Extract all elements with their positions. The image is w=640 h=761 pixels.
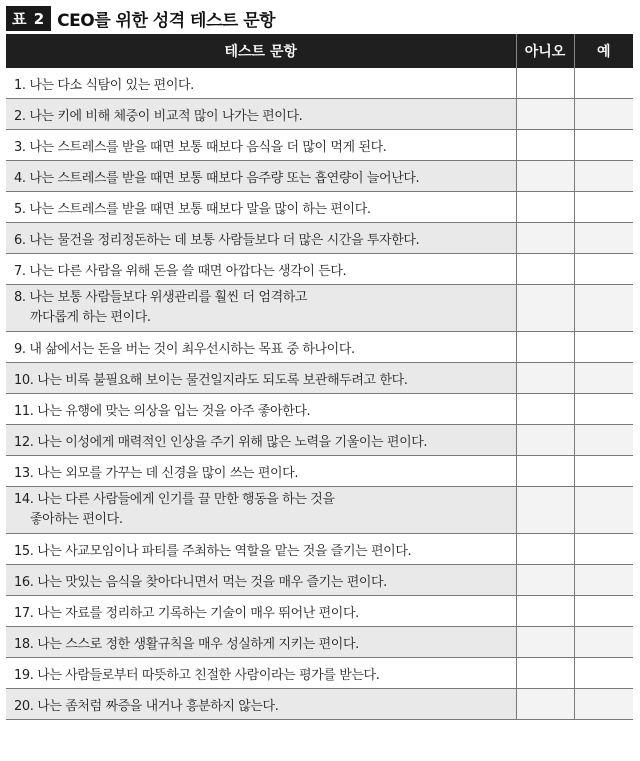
question-text: 11. 나는 유행에 맞는 의상을 입는 것을 아주 좋아한다. <box>14 403 311 419</box>
question-text: 13. 나는 외모를 가꾸는 데 신경을 많이 쓰는 편이다. <box>14 465 299 481</box>
answer-no-checkbox-cell[interactable] <box>516 689 574 720</box>
question-cell <box>6 596 516 627</box>
answer-no-checkbox-cell[interactable] <box>516 161 574 192</box>
question-text: 7. 나는 다른 사람을 위해 돈을 쓸 때면 아깝다는 생각이 든다. <box>14 263 347 279</box>
table-row <box>6 99 633 130</box>
table-row <box>6 596 633 627</box>
question-text: 9. 내 삶에서는 돈을 버는 것이 최우선시하는 목표 중 하나이다. <box>14 341 355 357</box>
table-body <box>6 68 633 720</box>
question-cell <box>6 456 516 487</box>
answer-yes-checkbox-cell[interactable] <box>574 223 633 254</box>
table-row <box>6 68 633 99</box>
question-cell <box>6 192 516 223</box>
personality-test-table <box>6 34 633 720</box>
table-row <box>6 223 633 254</box>
table-row <box>6 689 633 720</box>
question-text: 2. 나는 키에 비해 체중이 비교적 많이 나가는 편이다. <box>14 108 303 124</box>
question-cell <box>6 130 516 161</box>
question-text: 19. 나는 사람들로부터 따뜻하고 친절한 사람이라는 평가를 받는다. <box>14 667 380 683</box>
question-text-continued: 까다롭게 하는 편이다. <box>30 310 151 325</box>
answer-yes-checkbox-cell[interactable] <box>574 534 633 565</box>
question-cell <box>6 534 516 565</box>
table-row <box>6 394 633 425</box>
question-cell <box>6 627 516 658</box>
answer-no-checkbox-cell[interactable] <box>516 456 574 487</box>
answer-yes-checkbox-cell[interactable] <box>574 99 633 130</box>
question-cell <box>6 99 516 130</box>
answer-yes-checkbox-cell[interactable] <box>574 658 633 689</box>
answer-no-checkbox-cell[interactable] <box>516 130 574 161</box>
table-row <box>6 332 633 363</box>
answer-no-checkbox-cell[interactable] <box>516 596 574 627</box>
table-row <box>6 161 633 192</box>
answer-no-checkbox-cell[interactable] <box>516 534 574 565</box>
table-header-row <box>6 34 633 68</box>
answer-no-checkbox-cell[interactable] <box>516 223 574 254</box>
table-row <box>6 363 633 394</box>
table-row <box>6 658 633 689</box>
answer-no-checkbox-cell[interactable] <box>516 68 574 99</box>
question-cell <box>6 363 516 394</box>
question-cell <box>6 394 516 425</box>
question-text: 6. 나는 물건을 정리정돈하는 데 보통 사람들보다 더 많은 시간을 투자한다. <box>14 232 420 248</box>
question-text: 3. 나는 스트레스를 받을 때면 보통 때보다 음식을 더 많이 먹게 된다. <box>14 139 387 155</box>
answer-no-checkbox-cell[interactable] <box>516 254 574 285</box>
question-cell <box>6 658 516 689</box>
table-row <box>6 456 633 487</box>
answer-yes-checkbox-cell[interactable] <box>574 68 633 99</box>
table-row <box>6 254 633 285</box>
question-text: 5. 나는 스트레스를 받을 때면 보통 때보다 말을 많이 하는 편이다. <box>14 201 371 217</box>
answer-no-checkbox-cell[interactable] <box>516 565 574 596</box>
answer-yes-checkbox-cell[interactable] <box>574 487 633 534</box>
answer-yes-checkbox-cell[interactable] <box>574 627 633 658</box>
question-cell <box>6 161 516 192</box>
answer-no-checkbox-cell[interactable] <box>516 192 574 223</box>
question-text: 12. 나는 이성에게 매력적인 인상을 주기 위해 많은 노력을 기울이는 편이다. <box>14 434 428 450</box>
column-header-question: 테스트 문항 <box>6 34 516 68</box>
answer-yes-checkbox-cell[interactable] <box>574 394 633 425</box>
column-header-no: 아니오 <box>516 34 574 68</box>
question-text: 15. 나는 사교모임이나 파티를 주최하는 역할을 맡는 것을 즐기는 편이다. <box>14 543 412 559</box>
question-text: 10. 나는 비록 불필요해 보이는 물건일지라도 되도록 보관해두려고 한다. <box>14 372 408 388</box>
question-text: 18. 나는 스스로 정한 생활규칙을 매우 성실하게 지키는 편이다. <box>14 636 359 652</box>
page-title: CEO를 위한 성격 테스트 문항 <box>57 10 276 31</box>
answer-no-checkbox-cell[interactable] <box>516 658 574 689</box>
column-header-yes: 예 <box>574 34 633 68</box>
question-cell <box>6 565 516 596</box>
table-title <box>6 4 275 32</box>
question-text: 16. 나는 맛있는 음식을 찾아다니면서 먹는 것을 매우 즐기는 편이다. <box>14 574 387 590</box>
answer-no-checkbox-cell[interactable] <box>516 394 574 425</box>
table-row <box>6 487 633 534</box>
answer-yes-checkbox-cell[interactable] <box>574 565 633 596</box>
question-cell <box>6 285 516 332</box>
answer-no-checkbox-cell[interactable] <box>516 487 574 534</box>
question-text-continued: 좋아하는 편이다. <box>30 512 123 527</box>
table-row <box>6 285 633 332</box>
table-row <box>6 425 633 456</box>
question-cell <box>6 68 516 99</box>
question-cell <box>6 254 516 285</box>
answer-yes-checkbox-cell[interactable] <box>574 363 633 394</box>
answer-no-checkbox-cell[interactable] <box>516 99 574 130</box>
question-text: 8. 나는 보통 사람들보다 위생관리를 훨씬 더 엄격하고 <box>14 290 308 305</box>
question-cell <box>6 332 516 363</box>
answer-yes-checkbox-cell[interactable] <box>574 254 633 285</box>
answer-no-checkbox-cell[interactable] <box>516 627 574 658</box>
answer-yes-checkbox-cell[interactable] <box>574 285 633 332</box>
table-row <box>6 192 633 223</box>
question-text: 1. 나는 다소 식탐이 있는 편이다. <box>14 77 194 93</box>
answer-yes-checkbox-cell[interactable] <box>574 130 633 161</box>
question-text: 4. 나는 스트레스를 받을 때면 보통 때보다 음주량 또는 흡연량이 늘어난다. <box>14 170 420 186</box>
answer-yes-checkbox-cell[interactable] <box>574 161 633 192</box>
answer-yes-checkbox-cell[interactable] <box>574 332 633 363</box>
answer-yes-checkbox-cell[interactable] <box>574 596 633 627</box>
question-cell <box>6 223 516 254</box>
table-row <box>6 565 633 596</box>
answer-no-checkbox-cell[interactable] <box>516 363 574 394</box>
question-cell <box>6 689 516 720</box>
table-row <box>6 130 633 161</box>
question-text: 14. 나는 다른 사람들에게 인기를 끌 만한 행동을 하는 것을 <box>14 492 335 507</box>
answer-yes-checkbox-cell[interactable] <box>574 689 633 720</box>
question-cell <box>6 425 516 456</box>
answer-yes-checkbox-cell[interactable] <box>574 192 633 223</box>
answer-yes-checkbox-cell[interactable] <box>574 425 633 456</box>
table-number-badge: 표 2 <box>6 6 51 31</box>
answer-yes-checkbox-cell[interactable] <box>574 456 633 487</box>
question-text: 17. 나는 자료를 정리하고 기록하는 기술이 매우 뛰어난 편이다. <box>14 605 359 621</box>
table-row <box>6 534 633 565</box>
answer-no-checkbox-cell[interactable] <box>516 285 574 332</box>
table-row <box>6 627 633 658</box>
answer-no-checkbox-cell[interactable] <box>516 332 574 363</box>
question-cell <box>6 487 516 534</box>
answer-no-checkbox-cell[interactable] <box>516 425 574 456</box>
question-text: 20. 나는 좀처럼 짜증을 내거나 흥분하지 않는다. <box>14 698 279 714</box>
